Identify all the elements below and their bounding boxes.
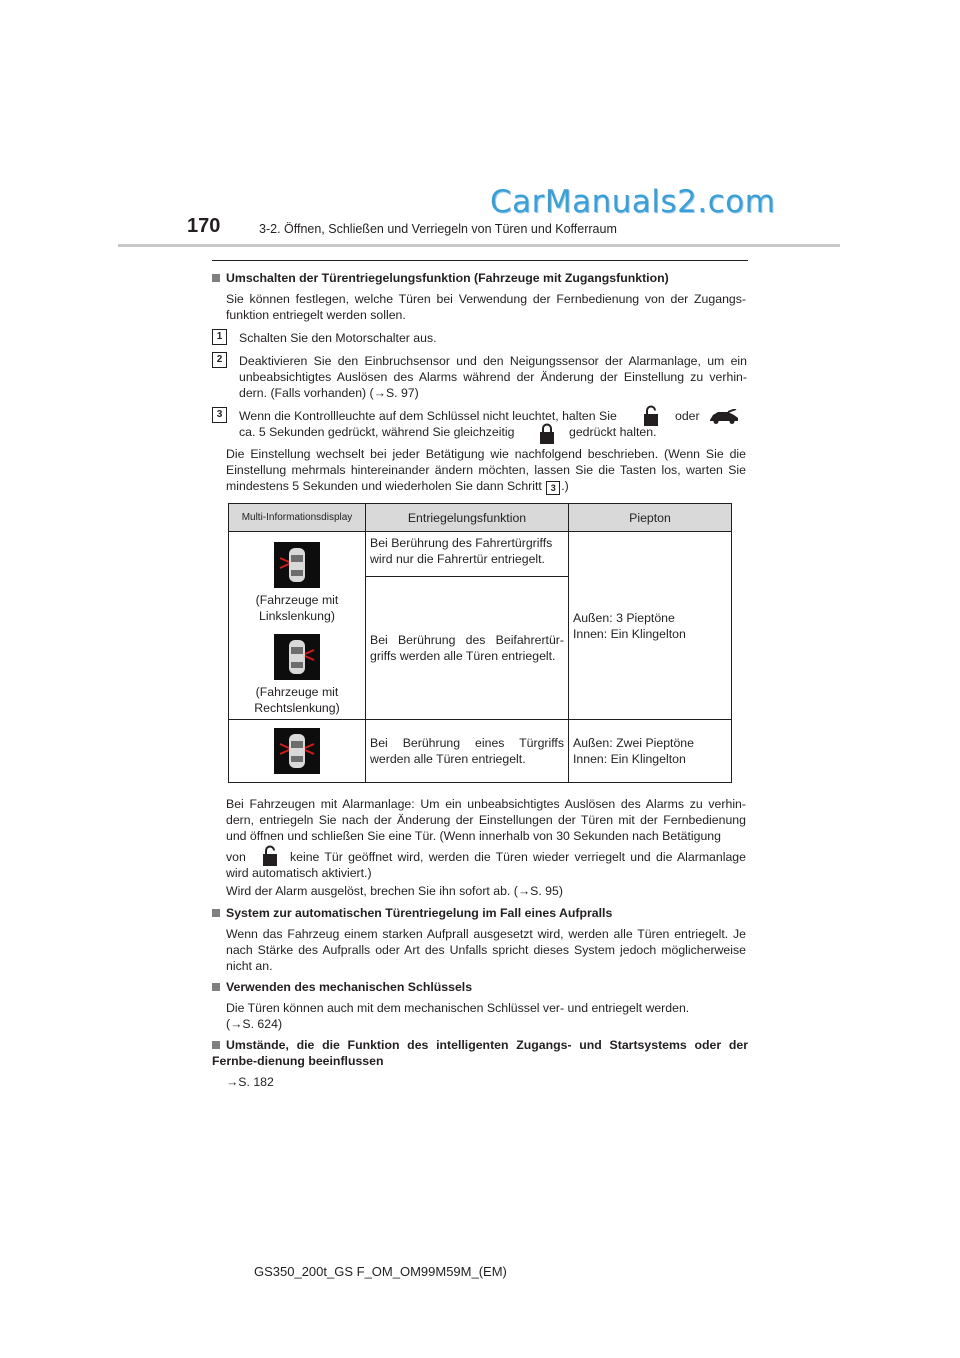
step-number-2: 2: [212, 352, 227, 368]
section-heading-text: Umschalten der Türentriegelungsfunktion (Fahrzeuge mit Zugangsfunktion): [226, 271, 669, 285]
after-steps-note: [226, 446, 746, 495]
section-2-text: Wenn das Fahrzeug einem starken Aufprall ausgesetzt wird, werden alle Türen entriegelt. Je nach Stärke des Aufpralls oder Art des Unfalls spricht dieses System jedoch möglicherweise nicht an.: [226, 927, 746, 973]
page-number: 170: [187, 215, 221, 237]
bullet-square: [212, 274, 220, 282]
step-number-1: 1: [212, 329, 227, 345]
alarm-note-text-c: Wird der Alarm ausgelöst, brechen Sie ihn sofort ab. (→S. 95): [226, 884, 563, 898]
bullet-square: [212, 909, 220, 917]
after-steps-text: Die Einstellung wechselt bei jeder Betätigung wie nachfolgend beschrieben. (Wenn Sie die Einstellung mehrmals hintereinander ändern möchten, lassen Sie die Tasten los, warten Sie mindestens 5 Sekunden und wiederholen Sie dann Schritt: [226, 447, 746, 493]
table-header-function: Entriegelungsfunktion: [366, 504, 569, 532]
section-rule: [212, 260, 748, 261]
display-cell-single: [229, 532, 366, 720]
section-heading-crash-unlock: [212, 905, 748, 921]
table-header-row: [229, 504, 732, 532]
caption-rhd: (Fahrzeuge mit Rechtslenkung): [254, 685, 340, 715]
display-cell-all: [229, 720, 366, 783]
step-3-text-c: ca. 5 Sekunden gedrückt, während Sie gleichzeitig: [239, 425, 515, 439]
section-intro: Sie können festlegen, welche Türen bei Verwendung der Fernbedienung von der Zugangs-funktion entriegelt werden sollen.: [226, 292, 746, 322]
trunk-icon: [708, 409, 740, 425]
step-3-text-b: oder: [675, 409, 700, 423]
function-all-doors: Bei Berührung eines Türgriffs werden alle Türen entriegelt.: [366, 720, 569, 783]
footer-code: GS350_200t_GS F_OM_OM99M59M_(EM): [254, 1264, 507, 1279]
alarm-note-von: von: [226, 850, 246, 864]
beep-cell-2: Außen: Zwei Pieptöne Innen: Ein Klingelton: [569, 720, 732, 783]
car-display-all-doors-icon: [274, 728, 320, 774]
alarm-note-text-b: keine Tür geöffnet wird, werden die Türen wieder verriegelt und die Alarmanlage wird automatisch aktiviert.): [226, 850, 746, 880]
watermark: CarManuals2.com: [490, 184, 776, 220]
step-ref-3: 3: [546, 481, 560, 495]
function-driver-door: Bei Berührung des Fahrertürgriffs wird nur die Fahrertür entriegelt.: [366, 532, 569, 577]
table-header-display: Multi-Informationsdisplay: [229, 504, 366, 532]
car-display-lhd-icon: [274, 542, 320, 588]
header-rule: [118, 244, 840, 247]
step-3-text-a: Wenn die Kontrollleuchte auf dem Schlüssel nicht leuchtet, halten Sie: [239, 409, 617, 423]
caption-lhd: (Fahrzeuge mit Linkslenkung): [255, 593, 339, 623]
step-3-text-d: gedrückt halten.: [569, 425, 657, 439]
chapter-title: 3-2. Öffnen, Schließen und Verriegeln von Türen und Kofferraum: [259, 222, 617, 236]
step-text-1: Schalten Sie den Motorschalter aus.: [239, 331, 437, 345]
unlock-settings-table: [228, 503, 732, 783]
after-steps-tail: .): [561, 479, 569, 493]
step-number-3: 3: [212, 407, 227, 423]
section-3-ref: (→S. 624): [226, 1017, 283, 1031]
section-3-text: Die Türen können auch mit dem mechanischen Schlüssel ver- und entriegelt werden.: [226, 1001, 690, 1015]
section-4-ref: →S. 182: [226, 1075, 274, 1089]
section-heading-door-unlock: [212, 270, 748, 286]
car-display-rhd-icon: [274, 634, 320, 680]
alarm-note-text: Bei Fahrzeugen mit Alarmanlage: Um ein unbeabsichtigtes Auslösen des Alarms zu verhin-dern, entriegeln Sie nach der Änderung der Einstellungen der Türen mit der Fernbedienung und öffnen und schließen Sie eine Tür. (Wenn innerhalb von 30 Sekunden nach Betätigung: [226, 797, 746, 843]
section-heading-text: System zur automatischen Türentriegelung im Fall eines Aufpralls: [226, 906, 613, 920]
beep-cell-1: Außen: 3 Pieptöne Innen: Ein Klingelton: [569, 532, 732, 720]
section-heading-mechanical-key: [212, 979, 748, 995]
section-heading-smart-access: [212, 1037, 748, 1069]
bullet-square: [212, 1041, 220, 1049]
table-row: [229, 720, 732, 783]
lock-icon: [539, 423, 555, 445]
step-text-2: Deaktivieren Sie den Einbruchsensor und den Neigungssensor der Alarmanlage, um ein unbeabsichtigtes Auslösen des Alarms während der Änderung der Einstellung zu verhin-dern. (Falls vorhanden) (→S. 97): [239, 354, 747, 400]
section-heading-text: Verwenden des mechanischen Schlüssels: [226, 980, 473, 994]
bullet-square: [212, 983, 220, 991]
step-text-3a: [239, 408, 659, 424]
table-header-beep: Piepton: [569, 504, 732, 532]
table-row: [229, 532, 732, 577]
function-passenger-door: Bei Berührung des Beifahrertür-griffs werden alle Türen entriegelt.: [366, 577, 569, 720]
section-heading-text: Umstände, die die Funktion des intelligenten Zugangs- und Startsystems oder der Fernbe-dienung beeinflussen: [212, 1038, 748, 1068]
